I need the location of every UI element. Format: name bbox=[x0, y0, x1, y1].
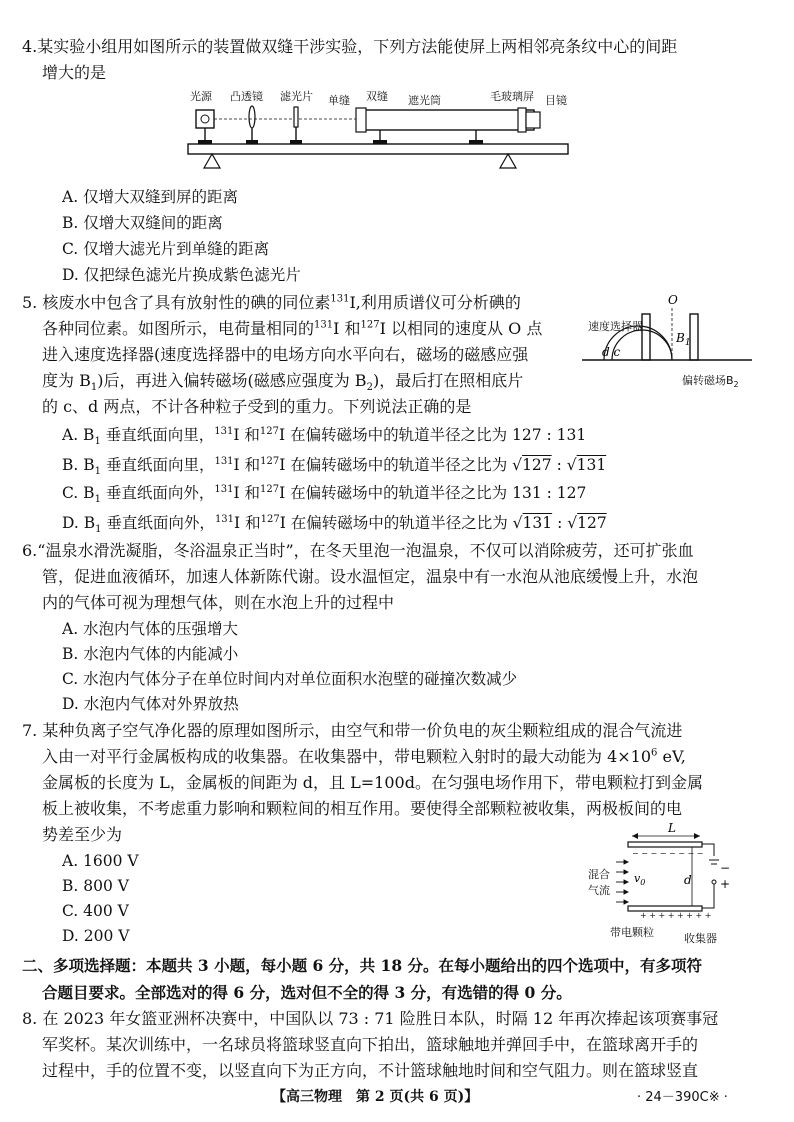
q6-option-a: A. 水泡内气体的压强增大 bbox=[62, 620, 239, 638]
q5-option-a: A. $B_1$ 垂直纸面向里，$^{131}$I 和$^{127}$I 在偏转磁场中的轨道半径之比为 127 : 131 bbox=[62, 425, 587, 448]
q7-stem-line3: 金属板的长度为 L，金属板的间距为 d，且 L=100d。在匀强电场作用下，带电颗粒打到金属 bbox=[42, 773, 703, 792]
footer-code: · 24－390C※ · bbox=[637, 1090, 728, 1105]
q6-stem-line3: 内的气体可视为理想气体，则在水泡上升的过程中 bbox=[42, 593, 395, 612]
label-double-slit: 双缝 bbox=[366, 90, 388, 103]
q5-stem-line3: 进入速度选择器(速度选择器中的电场方向水平向右，磁场的磁感应强 bbox=[42, 345, 529, 364]
label-length-l: L bbox=[668, 821, 676, 835]
q5-option-b: B. $B_1$ 垂直纸面向里，$^{131}$I 和$^{127}$I 在偏转磁场中的轨道半径之比为 √127 : √131 bbox=[62, 455, 607, 478]
q6-stem-line1: 6.“温泉水滑洗凝脂，冬浴温泉正当时”，在冬天里泡一泡温泉，不仅可以消除疲劳，还可扩张血 bbox=[22, 541, 694, 560]
q5-option-c: C. $B_1$ 垂直纸面向外，$^{131}$I 和$^{127}$I 在偏转磁场中的轨道半径之比为 131 : 127 bbox=[62, 483, 587, 506]
label-light-source: 光源 bbox=[190, 90, 212, 103]
q7-option-b: B. 800 V bbox=[62, 877, 129, 895]
label-mixed-flow-2: 气流 bbox=[588, 884, 610, 897]
section2-heading-line2: 合题目要求。全部选对的得 6 分，选对但不全的得 3 分，有选错的得 0 分。 bbox=[42, 983, 572, 1002]
q5-stem-line1: 5. 核废水中包含了具有放射性的碘的同位素$^{131}$I,利用质谱仪可分析碘的 bbox=[22, 293, 521, 312]
q4-option-c: C. 仅增大滤光片到单缝的距离 bbox=[62, 240, 270, 258]
q8-stem-line1: 8. 在 2023 年女篮亚洲杯决赛中，中国队以 73 : 71 险胜日本队，时隔 12 年再次捧起该项赛事冠 bbox=[22, 1009, 719, 1028]
label-v0: $v_0$ bbox=[634, 872, 646, 887]
q6-option-b: B. 水泡内气体的内能减小 bbox=[62, 645, 239, 663]
q7-stem-line5: 势差至少为 bbox=[42, 825, 123, 844]
interference-apparatus-diagram bbox=[180, 86, 590, 180]
q4-option-b: B. 仅增大双缝间的距离 bbox=[62, 214, 223, 232]
q5-stem-line2: 各种同位素。如图所示，电荷量相同的$^{131}$I 和$^{127}$I 以相同的速度从 O 点 bbox=[42, 319, 543, 338]
label-frosted-screen: 毛玻璃屏 bbox=[490, 90, 534, 103]
q6-stem-line2: 管，促进血液循环，加速人体新陈代谢。设水温恒定，温泉中有一水泡从池底缓慢上升，水泡 bbox=[42, 567, 699, 586]
label-point-o: O bbox=[668, 293, 678, 307]
label-plus-terminal: + bbox=[720, 877, 731, 891]
q7-stem-line1: 7. 某种负离子空气净化器的原理如图所示，由空气和带一价负电的灰尘颗粒组成的混合气流进 bbox=[22, 721, 683, 740]
q8-stem-line3: 过程中，手的位置不变，以竖直向下为正方向，不计篮球触地时间和空气阻力。则在篮球竖直 bbox=[42, 1061, 699, 1080]
label-points-dc: d c bbox=[602, 345, 621, 359]
section2-heading-line1: 二、多项选择题：本题共 3 小题，每小题 6 分，共 18 分。在每小题给出的四个选项中，有多项符 bbox=[22, 956, 703, 975]
q4-option-a: A. 仅增大双缝到屏的距离 bbox=[62, 188, 239, 206]
q4-stem-line2: 增大的是 bbox=[42, 63, 107, 82]
label-deflection-field: 偏转磁场$B_2$ bbox=[682, 374, 739, 389]
footer-page-info: 【高三物理 第 2 页(共 6 页)】 bbox=[272, 1089, 479, 1105]
label-single-slit: 单缝 bbox=[328, 94, 350, 107]
label-velocity-selector: 速度选择器 bbox=[588, 320, 643, 333]
q4-option-d: D. 仅把绿色滤光片换成紫色滤光片 bbox=[62, 266, 301, 284]
air-purifier-collector-diagram bbox=[588, 820, 748, 948]
q7-stem-line2: 入由一对平行金属板构成的收集器。在收集器中，带电颗粒入射时的最大动能为 $4\times 10^6$ eV, bbox=[42, 747, 686, 766]
q7-option-a: A. 1600 V bbox=[62, 852, 139, 870]
label-mixed-flow-1: 混合 bbox=[588, 868, 610, 881]
label-filter: 滤光片 bbox=[280, 90, 313, 103]
label-eyepiece: 目镜 bbox=[545, 94, 567, 107]
label-collector: 收集器 bbox=[684, 932, 717, 945]
label-minus-terminal: − bbox=[720, 861, 731, 875]
label-b1: $B_1$ bbox=[676, 331, 691, 348]
mass-spectrometer-diagram bbox=[582, 290, 782, 402]
svg-text:− − − − − − − −: − − − − − − − − bbox=[632, 849, 704, 858]
q8-stem-line2: 军奖杯。某次训练中，一名球员将篮球竖直向下拍出，篮球触地并弹回手中，在篮球离开手的 bbox=[42, 1035, 699, 1054]
q5-stem-line5: 的 c、d 两点，不计各种粒子受到的重力。下列说法正确的是 bbox=[42, 397, 472, 416]
q4-stem-line1: 4.某实验小组用如图所示的装置做双缝干涉实验，下列方法能使屏上两相邻亮条纹中心的间距 bbox=[22, 37, 678, 56]
label-convex-lens: 凸透镜 bbox=[230, 90, 263, 103]
label-shade-tube: 遮光筒 bbox=[408, 94, 441, 107]
label-charged-particle: 带电颗粒 bbox=[610, 926, 654, 939]
svg-text:+ + + + + + + +: + + + + + + + + bbox=[640, 911, 712, 920]
label-gap-d: d bbox=[684, 873, 692, 887]
q5-option-d: D. $B_1$ 垂直纸面向外，$^{131}$I 和$^{127}$I 在偏转磁场中的轨道半径之比为 √131 : √127 bbox=[62, 513, 607, 536]
q7-stem-line4: 板上被收集，不考虑重力影响和颗粒间的相互作用。要使得全部颗粒被收集，两极板间的电 bbox=[42, 799, 683, 818]
q6-option-c: C. 水泡内气体分子在单位时间内对单位面积水泡壁的碰撞次数减少 bbox=[62, 670, 518, 688]
q5-stem-line4: 度为 $B_1$)后，再进入偏转磁场(磁感应强度为 $B_2$)，最后打在照相底片 bbox=[42, 371, 524, 394]
q7-option-c: C. 400 V bbox=[62, 902, 129, 920]
q7-option-d: D. 200 V bbox=[62, 927, 130, 945]
q6-option-d: D. 水泡内气体对外界放热 bbox=[62, 695, 239, 713]
